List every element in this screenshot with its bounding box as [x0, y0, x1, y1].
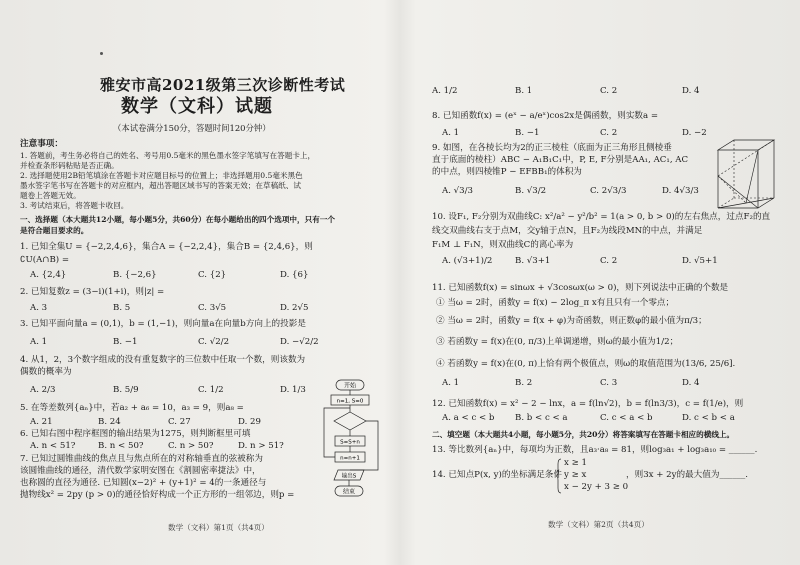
question-11: 11. 已知函数f(x) = sinωx + √3cosωx(ω > 0)，则下列说法中正确的个数是: [432, 283, 729, 293]
option-b: B. 1: [515, 86, 533, 96]
flowchart-output-label: 输出S: [341, 473, 357, 480]
question-1: 1. 已知全集U = {−2,2,4,6}，集合A = {−2,2,4}，集合B = {2,4,6}，则: [20, 242, 313, 252]
option-a: A. 3: [30, 303, 48, 313]
brace-icon: [556, 458, 562, 494]
question-3: 3. 已知平面向量a = (0,1)，b = (1,−1)，则向量a在向量b方向上的投影是: [20, 319, 306, 329]
instruction-line: 题卷上答题无效。: [20, 191, 81, 200]
question-7-cont: 该圆锥曲线的通径，清代数学家明安图在《割圆密率捷法》中，: [20, 466, 261, 476]
instruction-line: 3. 考试结束后，将答题卡收回。: [20, 201, 129, 210]
option-b: B. n < 50?: [98, 441, 144, 451]
option-b: B. {−2,6}: [113, 270, 157, 280]
flowchart-start-label: 开始: [343, 382, 357, 390]
instruction-line: 墨水签字笔书写在答题卡的对应框内，超出答题区域书写的答案无效；在草稿纸、试: [20, 181, 301, 190]
option-d: D. √5+1: [682, 256, 718, 266]
option-c: C. 3: [600, 378, 618, 388]
option-d: D. 4: [682, 378, 700, 388]
option-c: C. 2: [600, 256, 618, 266]
condition-3: x − 2y + 3 ≥ 0: [564, 482, 629, 492]
option-b: B. 5: [113, 303, 131, 313]
flowchart-end-label: 结束: [342, 488, 356, 496]
option-b: B. −1: [515, 128, 540, 138]
section-heading: 二、填空题（本大题共4小题，每小题5分，共20分）将答案填写在答题卡相应的横线上。: [432, 430, 735, 439]
option-c: C. 3√5: [198, 303, 227, 313]
question-7: 7. 已知过圆锥曲线的焦点且与焦点所在的对称轴垂直的弦被称为: [20, 454, 263, 464]
option-a: A. 1: [442, 128, 460, 138]
option-d: D. 1/3: [280, 385, 306, 395]
question-9-cont: 的中点，则四棱锥P − EFBB₁的体积为: [432, 167, 582, 177]
option-a: A. n < 51?: [30, 441, 76, 451]
statement-2: ② 当ω = 2时，函数y = f(x + φ)为奇函数，则正数φ的最小值为π/3；: [436, 316, 707, 326]
question-4-cont: 偶数的概率为: [20, 367, 72, 377]
option-a: A. 1: [442, 378, 460, 388]
option-a: A. 1: [30, 337, 48, 347]
option-b: B. b < c < a: [515, 413, 568, 423]
option-a: A. 21: [30, 417, 53, 427]
option-a: A. (√3+1)/2: [442, 256, 493, 266]
option-d: D. 29: [238, 417, 261, 427]
question-8: 8. 已知函数f(x) = (eˣ − a/eˣ)cos2x是偶函数，则实数a =: [432, 111, 659, 121]
question-5: 5. 在等差数列{aₙ}中，若a₂ + a₆ = 10，a₃ = 9，则a₈ =: [20, 403, 244, 413]
option-a: A. {2,4}: [30, 270, 67, 280]
score-note: （本试卷满分150分，答题时间120分钟）: [113, 123, 271, 133]
question-7-cont: 也称圆的直径为通径. 已知圆(x−2)² + (y+1)² = 4的一条通径与: [20, 478, 267, 488]
question-10: 10. 设F₁, F₂分别为双曲线C: x²/a² − y²/b² = 1(a > 0, b > 0)的左右焦点，过点F₂的直: [432, 212, 771, 222]
option-c: C. 2: [600, 128, 618, 138]
option-d: D. 2√5: [280, 303, 309, 313]
flowchart-decision-node: [334, 412, 366, 430]
option-c: C. {2}: [198, 270, 227, 280]
flowchart-step-label: n=n+1: [340, 455, 360, 462]
question-13: 13. 等比数列{aₙ}中，每项均为正数，且a₃·a₈ = 81，则log₃a₁ + log₃a₁₀ = ______.: [432, 445, 758, 455]
left-page: [18, 0, 390, 565]
section-heading: 是符合题目要求的。: [20, 226, 89, 235]
statement-4: ④ 若函数y = f(x)在(0, π)上恰有两个极值点，则ω的取值范围为(13/6, 25/6].: [436, 359, 736, 369]
question-12: 12. 已知函数f(x) = x² − 2 − lnx，a = f(ln√2)，b = f(ln3/3)，c = f(1/e)，则: [432, 399, 744, 409]
question-4: 4. 从1，2，3个数字组成的没有重复数字的三位数中任取一个数，则该数为: [20, 355, 306, 365]
page-footer: 数学（文科）第1页（共4页）: [168, 523, 269, 532]
option-a: A. √3/3: [442, 186, 473, 196]
option-b: B. 2: [515, 378, 533, 388]
instructions-heading: 注意事项：: [20, 139, 63, 149]
option-b: B. 5/9: [113, 385, 139, 395]
option-b: B. −1: [113, 337, 138, 347]
option-a: A. 2/3: [30, 385, 56, 395]
question-1-cont: ∁U(A∩B) =: [20, 255, 70, 265]
option-d: D. −2: [682, 128, 707, 138]
option-a: A. 1/2: [432, 86, 458, 96]
question-14: 14. 已知点P(x, y)的坐标满足条件: [432, 470, 562, 480]
option-d: D. n > 51?: [238, 441, 284, 451]
condition-2: y ≥ x: [564, 470, 587, 480]
question-6: 6. 已知右图中程序框图的输出结果为1275，则判断框里可填: [20, 429, 251, 439]
page-footer: 数学（文科）第2页（共4页）: [548, 520, 649, 529]
option-c: C. √2/2: [198, 337, 230, 347]
question-7-cont: 抛物线x² = 2py (p > 0)的通径恰好构成一个正方形的一组邻边，则p =: [20, 490, 295, 500]
option-c: C. 27: [168, 417, 191, 427]
option-d: D. {6}: [280, 270, 309, 280]
flowchart-sum-label: S=S+n: [340, 439, 360, 446]
exam-title: 雅安市高2021级第三次诊断性考试: [100, 76, 346, 94]
option-b: B. √3/2: [515, 186, 547, 196]
option-d: D. c < b < a: [682, 413, 735, 423]
question-10-cont: F₁M ⊥ F₁N，则双曲线C的离心率为: [432, 240, 574, 250]
option-a: A. a < c < b: [442, 413, 495, 423]
program-flowchart: [318, 378, 388, 508]
option-c: C. n > 50?: [168, 441, 214, 451]
option-b: B. √3+1: [515, 256, 551, 266]
condition-1: x ≥ 1: [564, 458, 587, 468]
right-page: [430, 0, 790, 565]
exam-subtitle: 数学（文科）试题: [121, 96, 273, 117]
question-14-tail: ，则3x + 2y的最大值为______.: [626, 470, 748, 480]
question-2: 2. 已知复数z = (3−i)(1+i)，则|z| =: [20, 287, 165, 297]
section-heading: 一、选择题（本大题共12小题，每小题5分，共60分）在每小题给出的四个选项中，只有一个: [20, 215, 335, 224]
statement-1: ① 当ω = 2时，函数y = f(x) − 2log_π x有且只有一个零点；: [436, 298, 675, 308]
question-10-cont: 线交双曲线右支于点M，交y轴于点N，且F₂为线段MN的中点，并满足: [432, 226, 703, 236]
option-d: D. 4√3/3: [662, 186, 699, 196]
question-9: 9. 如图，在各棱长均为2的正三棱柱（底面为正三角形且侧棱垂: [432, 143, 672, 153]
question-9-cont: 直于底面的棱柱）ABC − A₁B₁C₁中，P, E, F分别是AA₁, AC₁, AC: [432, 155, 689, 165]
instruction-line: 2. 选择题使用2B铅笔填涂在答题卡对应题目标号的位置上；非选择题用0.5毫米黑色: [20, 171, 303, 180]
flowchart-init-label: n=1, S=0: [336, 398, 364, 405]
option-c: C. 1/2: [198, 385, 224, 395]
prism-figure: [708, 136, 786, 218]
option-b: B. 24: [98, 417, 121, 427]
instruction-line: 并检查条形码粘贴是否正确。: [20, 161, 119, 170]
instruction-line: 1. 答题前，考生务必将自己的姓名、考号用0.5毫米的黑色墨水签字笔填写在答题卡上，: [20, 151, 316, 160]
option-c: C. 2√3/3: [590, 186, 627, 196]
option-c: C. 2: [600, 86, 618, 96]
option-d: D. −√2/2: [280, 337, 319, 347]
statement-3: ③ 若函数y = f(x)在(0, π/3)上单调递增，则ω的最小值为1/2；: [436, 337, 679, 347]
option-d: D. 4: [682, 86, 700, 96]
option-c: C. c < a < b: [600, 413, 653, 423]
